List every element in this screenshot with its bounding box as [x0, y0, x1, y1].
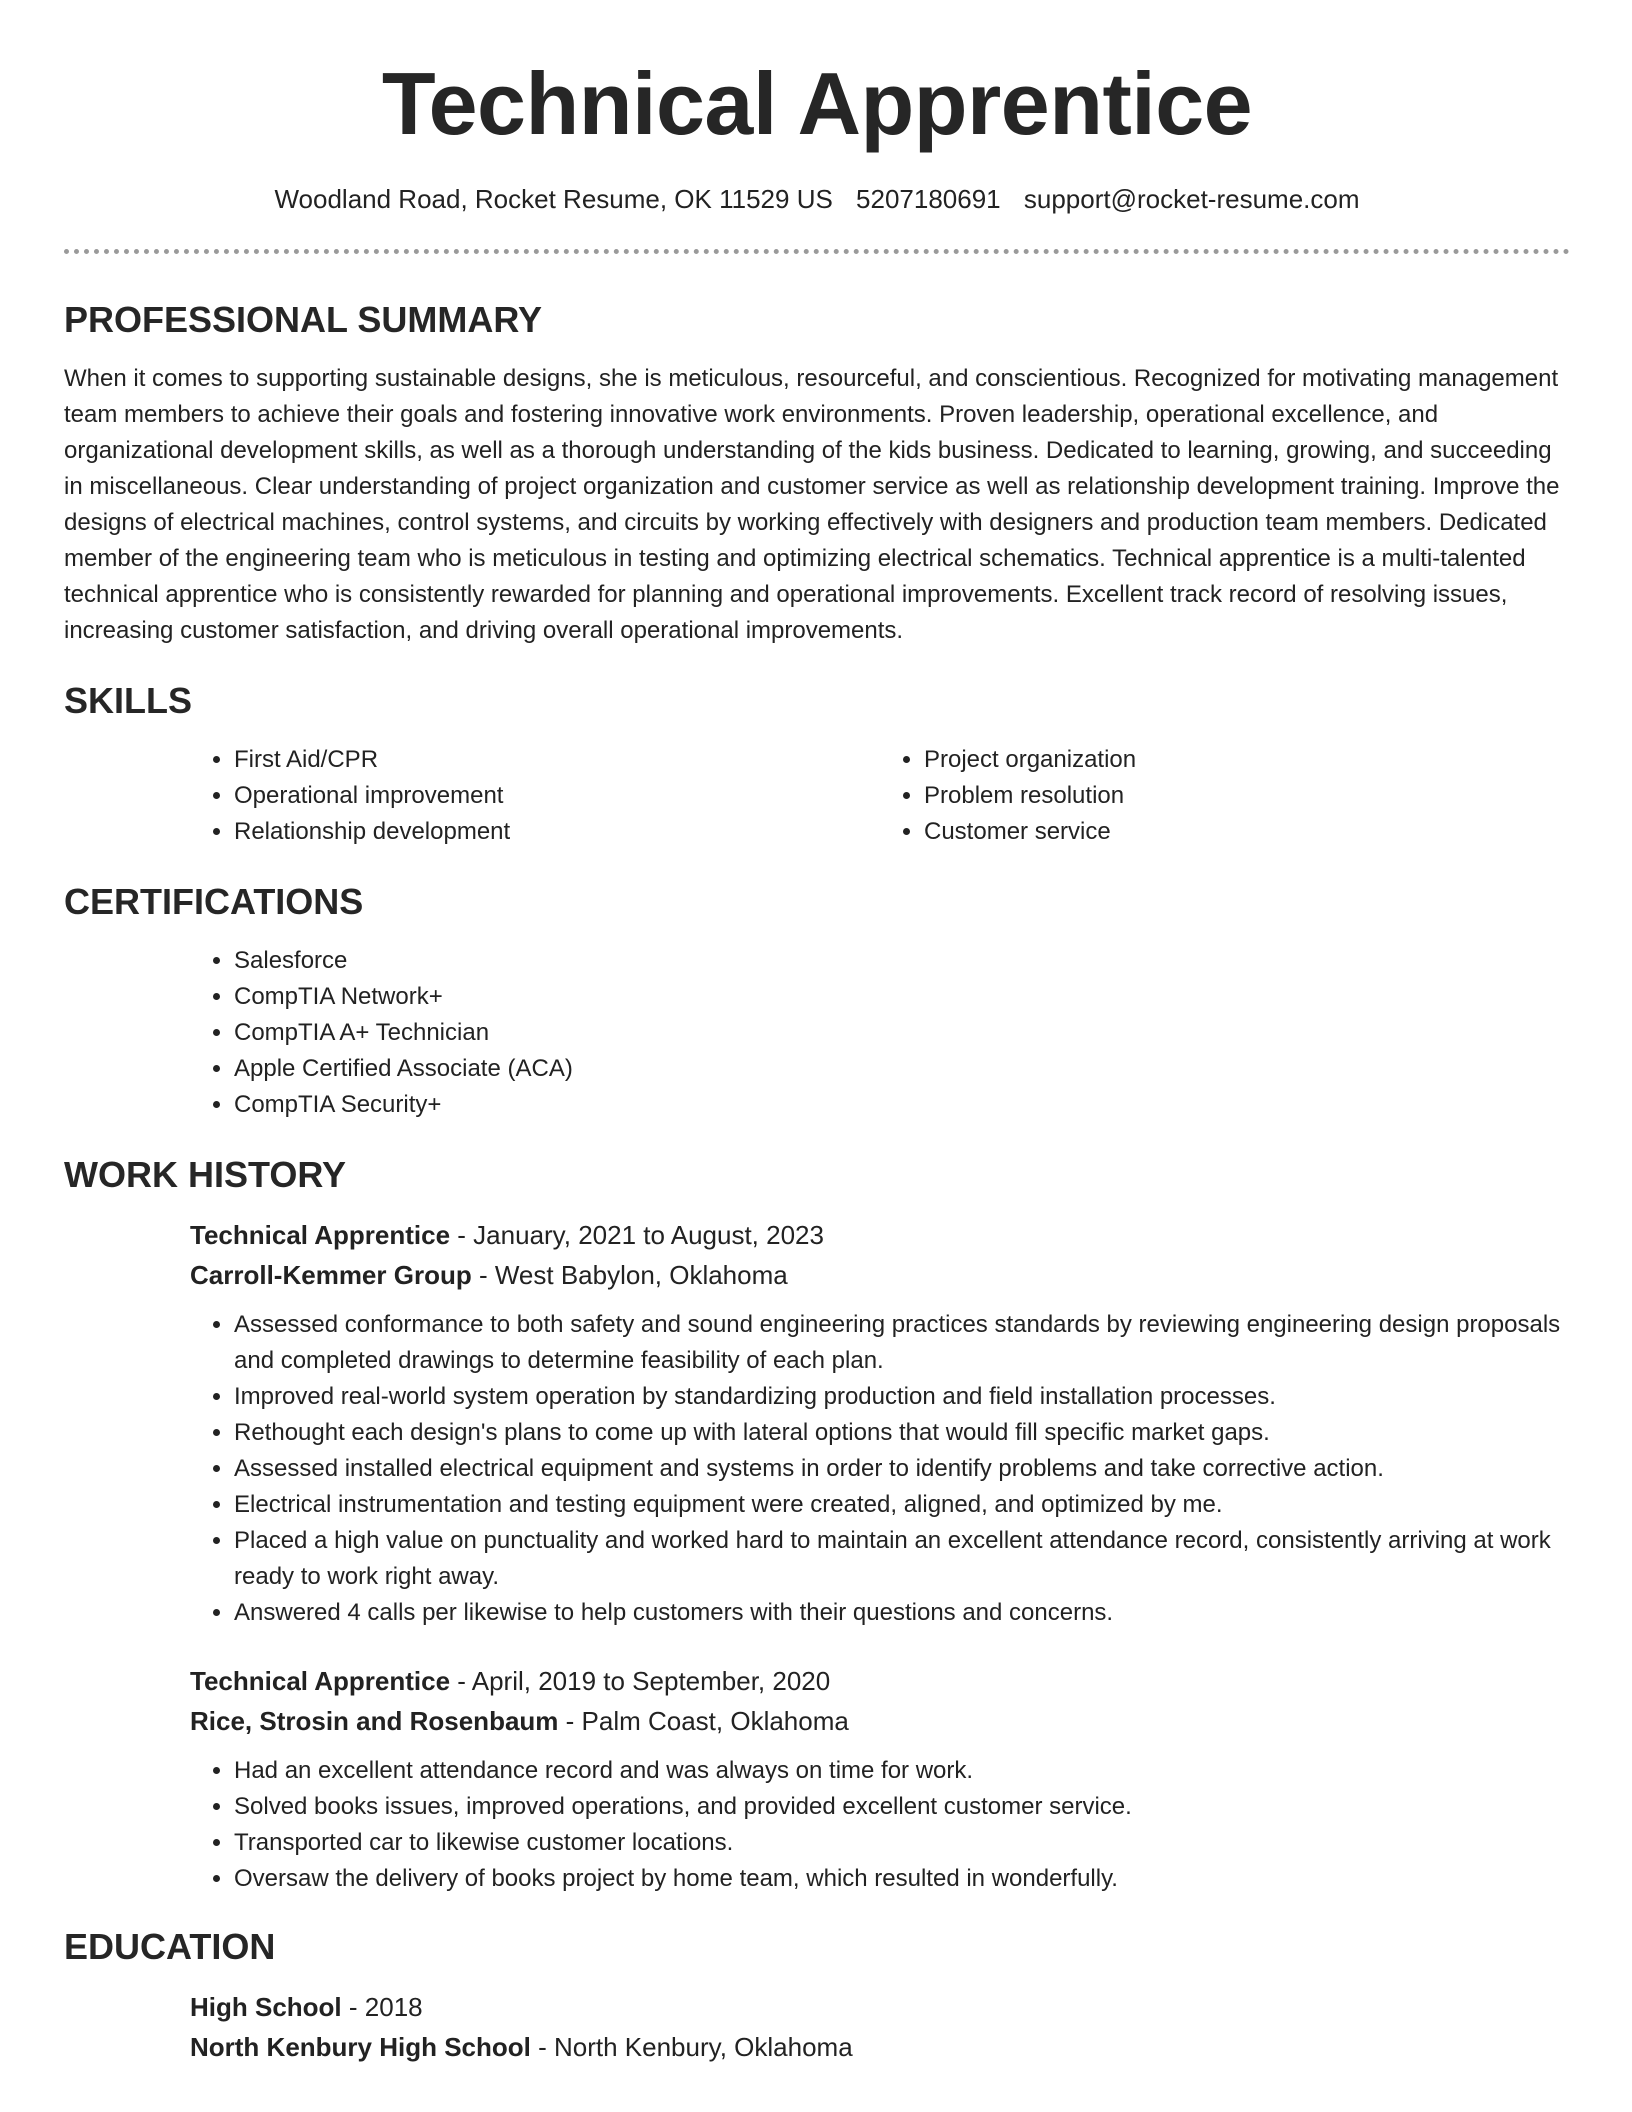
skill-item: • Operational improvement — [234, 778, 880, 814]
skill-item: • Customer service — [924, 814, 1570, 850]
certification-item: • Salesforce — [234, 943, 1570, 979]
job-location: - West Babylon, Oklahoma — [471, 1260, 788, 1290]
job-bullet: • Answered 4 calls per likewise to help customers with their questions and concerns. — [234, 1595, 1570, 1631]
job-bullet: • Transported car to likewise customer locations. — [234, 1825, 1570, 1861]
resume-name: Technical Apprentice — [381, 54, 1253, 153]
skill-item: • Relationship development — [234, 814, 880, 850]
job-bullet: • Placed a high value on punctuality and worked hard to maintain an excellent attendance record, consistently arriving at work ready to work right away. — [234, 1523, 1570, 1595]
summary-heading: PROFESSIONAL SUMMARY — [64, 299, 543, 340]
education-location: - North Kenbury, Oklahoma — [530, 2032, 853, 2062]
certification-item: • CompTIA A+ Technician — [234, 1015, 1570, 1051]
job-bullet: • Electrical instrumentation and testing equipment were created, aligned, and optimized by me. — [234, 1487, 1570, 1523]
job-dates: - January, 2021 to August, 2023 — [450, 1220, 824, 1250]
education-degree-line — [190, 1987, 1570, 2027]
job-entry — [190, 1215, 1570, 1631]
header-divider — [64, 249, 1570, 254]
job-company-line — [190, 1255, 1570, 1295]
skills-list — [190, 742, 1570, 850]
contact-email: support@rocket-resume.com — [1023, 184, 1360, 214]
job-entry — [190, 1661, 1570, 1897]
job-company: Carroll-Kemmer Group — [190, 1260, 472, 1290]
job-position: Technical Apprentice — [190, 1220, 451, 1250]
contact-address: Woodland Road, Rocket Resume, OK 11529 US — [274, 184, 833, 214]
job-company: Rice, Strosin and Rosenbaum — [190, 1706, 559, 1736]
education-year: - 2018 — [341, 1992, 423, 2022]
skills-column-right — [880, 742, 1570, 850]
resume-page — [64, 0, 1570, 2067]
job-title-line — [190, 1215, 1570, 1255]
education-school: North Kenbury High School — [190, 2032, 531, 2062]
education-entry — [190, 1987, 1570, 2067]
job-title-line — [190, 1661, 1570, 1701]
job-bullet: • Rethought each design's plans to come up with lateral options that would fill specific market gaps. — [234, 1415, 1570, 1451]
summary-text: When it comes to supporting sustainable designs, she is meticulous, resourceful, and conscientious. Recognized for motivating management team members to achieve their goals and fostering innovative work environments. Proven leadership, operational excellence, and organizational development skills, as well as a thorough understanding of the kids business. Dedicated to learning, growing, and succeeding in miscellaneous. Clear understanding of project organization and customer service as well as relationship development training. Improve the designs of electrical machines, control systems, and circuits by working effectively with designers and production team members. Dedicated member of the engineering team who is meticulous in testing and optimizing electrical schematics. Technical apprentice is a multi-talented technical apprentice who is consistently rewarded for planning and operational improvements. Excellent track record of resolving issues, increasing customer satisfaction, and driving overall operational improvements. — [64, 365, 1560, 644]
certification-item: • CompTIA Security+ — [234, 1087, 1570, 1123]
contact-phone: 5207180691 — [856, 184, 1001, 214]
job-bullets — [190, 1307, 1570, 1631]
skill-item: • Problem resolution — [924, 778, 1570, 814]
skills-heading: SKILLS — [64, 680, 193, 721]
job-bullet: • Had an excellent attendance record and was always on time for work. — [234, 1753, 1570, 1789]
job-company-line — [190, 1701, 1570, 1741]
skills-column-left — [190, 742, 880, 850]
skill-item: • First Aid/CPR — [234, 742, 880, 778]
job-location: - Palm Coast, Oklahoma — [558, 1706, 849, 1736]
education-school-line — [190, 2027, 1570, 2067]
job-bullet: • Oversaw the delivery of books project by home team, which resulted in wonderfully. — [234, 1861, 1570, 1897]
contact-line — [64, 182, 1570, 216]
education-heading: EDUCATION — [64, 1926, 276, 1967]
job-bullet: • Solved books issues, improved operations, and provided excellent customer service. — [234, 1789, 1570, 1825]
certification-item: • Apple Certified Associate (ACA) — [234, 1051, 1570, 1087]
job-bullet: • Improved real-world system operation by standardizing production and field installation processes. — [234, 1379, 1570, 1415]
job-bullets — [190, 1753, 1570, 1897]
work-history-heading: WORK HISTORY — [64, 1154, 347, 1195]
education-degree: High School — [190, 1992, 342, 2022]
job-bullet: • Assessed conformance to both safety and sound engineering practices standards by reviewing engineering design proposals and completed drawings to determine feasibility of each plan. — [234, 1307, 1570, 1379]
job-bullet: • Assessed installed electrical equipment and systems in order to identify problems and take corrective action. — [234, 1451, 1570, 1487]
skill-item: • Project organization — [924, 742, 1570, 778]
job-position: Technical Apprentice — [190, 1666, 451, 1696]
certification-item: • CompTIA Network+ — [234, 979, 1570, 1015]
certifications-list — [190, 943, 1570, 1123]
certifications-heading: CERTIFICATIONS — [64, 881, 364, 922]
job-dates: - April, 2019 to September, 2020 — [450, 1666, 831, 1696]
